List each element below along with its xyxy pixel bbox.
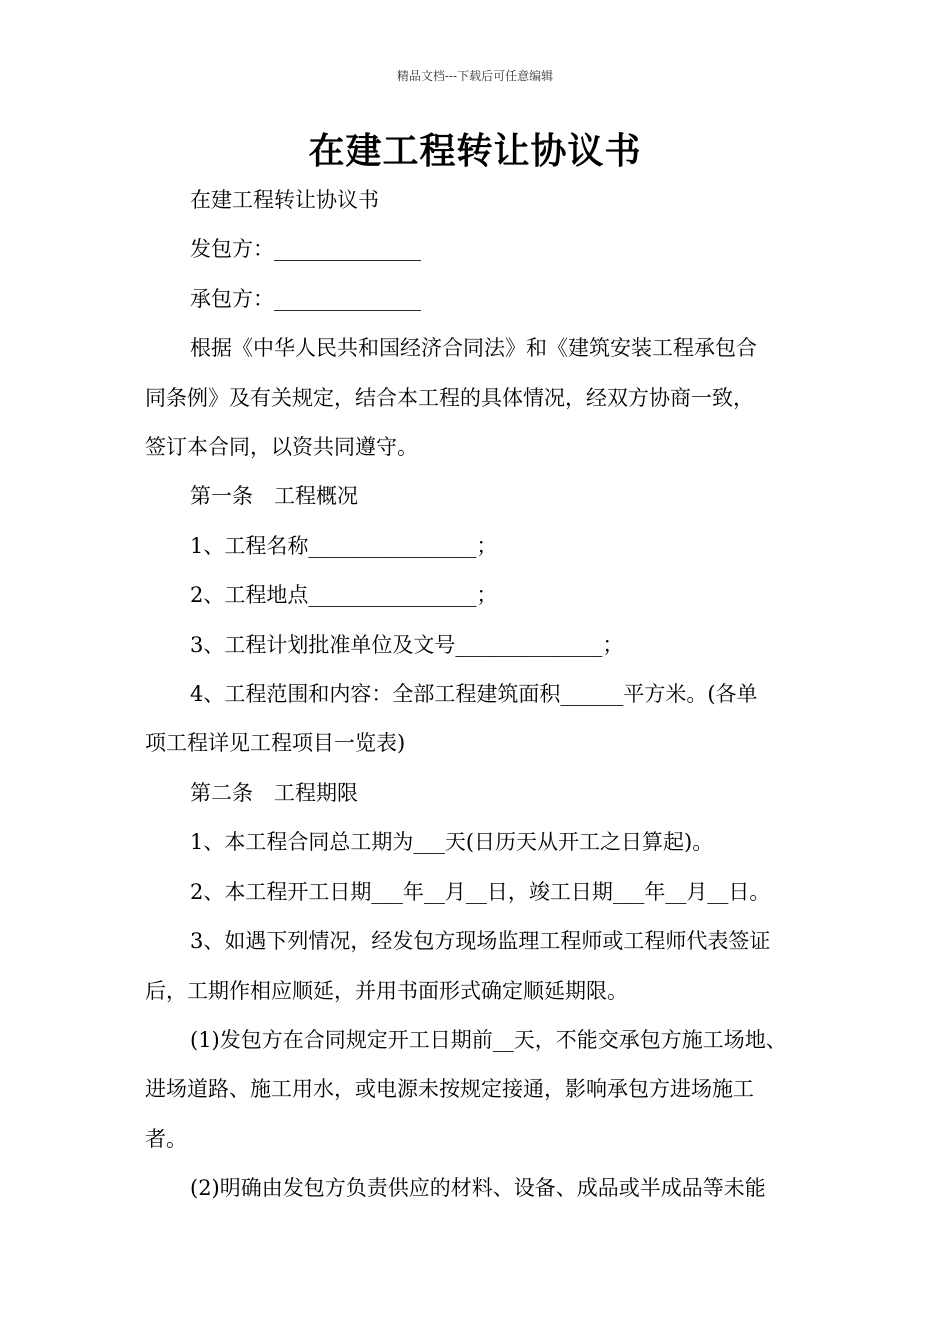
article-2-sub-1-line-3: 者。 bbox=[145, 1126, 187, 1151]
article-1-item-2: 2、工程地点________________； bbox=[190, 583, 498, 608]
paragraph-preamble-line-1: 根据《中华人民共和国经济合同法》和《建筑安装工程承包合 bbox=[190, 336, 757, 361]
article-1-item-1: 1、工程名称________________； bbox=[190, 533, 498, 558]
article-2-item-3-line-2: 后，工期作相应顺延，并用书面形式确定顺延期限。 bbox=[145, 978, 628, 1003]
line-contractor: 承包方：______________ bbox=[190, 286, 421, 311]
article-1-heading: 第一条 工程概况 bbox=[190, 484, 358, 509]
article-2-heading: 第二条 工程期限 bbox=[190, 780, 358, 805]
article-2-item-2: 2、本工程开工日期___年__月__日，竣工日期___年__月__日。 bbox=[190, 879, 771, 904]
article-2-sub-1-line-2: 进场道路、施工用水，或电源未按规定接通，影响承包方进场施工 bbox=[145, 1077, 754, 1102]
document-title: 在建工程转让协议书 bbox=[308, 131, 642, 172]
article-1-item-3: 3、工程计划批准单位及文号______________； bbox=[190, 632, 624, 657]
paragraph-preamble-line-3: 签订本合同，以资共同遵守。 bbox=[145, 435, 418, 460]
article-2-item-1: 1、本工程合同总工期为___天(日历天从开工之日算起)。 bbox=[190, 830, 714, 855]
article-2-sub-2-line-1: (2)明确由发包方负责供应的材料、设备、成品或半成品等未能 bbox=[190, 1176, 766, 1201]
article-2-sub-1-line-1: (1)发包方在合同规定开工日期前__天，不能交承包方施工场地、 bbox=[190, 1027, 787, 1052]
line-employer: 发包方：______________ bbox=[190, 237, 421, 262]
article-1-item-4-line-1: 4、工程范围和内容：全部工程建筑面积______平方米。(各单 bbox=[190, 682, 758, 707]
article-2-item-3-line-1: 3、如遇下列情况，经发包方现场监理工程师或工程师代表签证 bbox=[190, 929, 771, 954]
document-body bbox=[145, 176, 807, 1214]
paragraph-preamble-line-2: 同条例》及有关规定，结合本工程的具体情况，经双方协商一致， bbox=[145, 385, 754, 410]
line-subtitle: 在建工程转让协议书 bbox=[190, 188, 379, 212]
article-1-item-4-line-2: 项工程详见工程项目一览表) bbox=[145, 731, 406, 756]
header-note: 精品文档---下载后可任意编辑 bbox=[396, 69, 554, 83]
